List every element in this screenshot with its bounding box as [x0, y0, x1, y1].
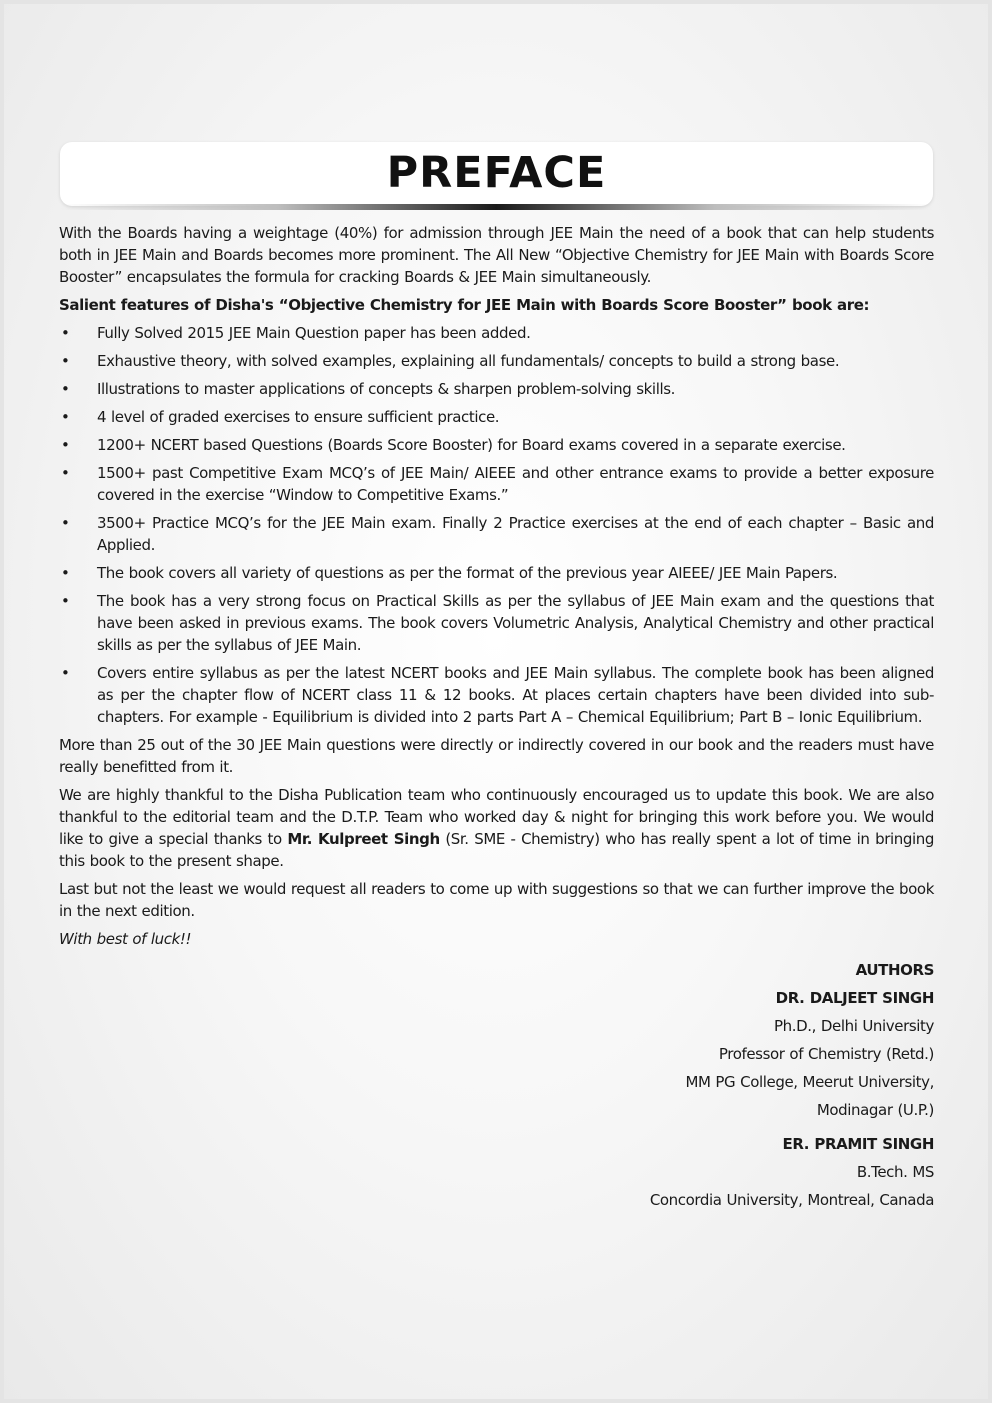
thanks-text-before: We are highly thankful to the Disha Publication team who continuously encouraged us to update this book. We are also thankful to the editorial team and the D.T.P. Team who worked day & night for bringing this work before you. We would like to give a special thanks to	[59, 786, 934, 848]
title-banner	[60, 142, 933, 206]
coverage-paragraph: More than 25 out of the 30 JEE Main questions were directly or indirectly covered in our book and the readers must have really benefitted from it.	[59, 736, 934, 776]
feature-item	[59, 322, 934, 344]
feature-item	[59, 406, 934, 428]
feature-text: 4 level of graded exercises to ensure sufficient practice.	[97, 408, 500, 426]
feature-text: Exhaustive theory, with solved examples, explaining all fundamentals/ concepts to build a strong base.	[97, 352, 840, 370]
author1-name: DR. DALJEET SINGH	[775, 989, 934, 1007]
author2-university: Concordia University, Montreal, Canada	[649, 1191, 934, 1209]
author1-college: MM PG College, Meerut University,	[685, 1073, 934, 1091]
feature-text: Covers entire syllabus as per the latest NCERT books and JEE Main syllabus. The complete book has been aligned as per the chapter flow of NCERT class 11 & 12 books. At places certain chapters have been divided into sub-chapters. For example - Equilibrium is divided into 2 parts Part A – Chemical Equilibrium; Part B – Ionic Equilibrium.	[97, 664, 934, 726]
thanks-name: Mr. Kulpreet Singh	[287, 830, 440, 848]
feature-item	[59, 350, 934, 372]
feature-item	[59, 662, 934, 728]
bullet-icon: •	[61, 514, 70, 532]
feature-text: Illustrations to master applications of concepts & sharpen problem-solving skills.	[97, 380, 676, 398]
feature-text: Fully Solved 2015 JEE Main Question paper has been added.	[97, 324, 531, 342]
title-divider	[60, 204, 933, 210]
author1-position: Professor of Chemistry (Retd.)	[718, 1045, 934, 1063]
closing-paragraph: Last but not the least we would request all readers to come up with suggestions so that we can further improve the book in the next edition.	[59, 880, 934, 920]
document-page	[4, 4, 988, 1399]
feature-text: 1500+ past Competitive Exam MCQ’s of JEE Main/ AIEEE and other entrance exams to provide a better exposure covered in the exercise “Window to Competitive Exams.”	[97, 464, 934, 504]
authors-block	[59, 956, 934, 1214]
feature-item	[59, 462, 934, 506]
thanks-text-after: (Sr. SME - Chemistry) who has really spent a lot of time in bringing this book to the present shape.	[59, 830, 934, 870]
authors-heading: AUTHORS	[855, 961, 934, 979]
features-list	[59, 322, 934, 728]
bullet-icon: •	[61, 564, 70, 582]
bullet-icon: •	[61, 380, 70, 398]
feature-text: 1200+ NCERT based Questions (Boards Score Booster) for Board exams covered in a separate exercise.	[97, 436, 846, 454]
author1-degree: Ph.D., Delhi University	[773, 1017, 934, 1035]
author2-degree: B.Tech. MS	[856, 1163, 934, 1181]
feature-item	[59, 562, 934, 584]
bullet-icon: •	[61, 436, 70, 454]
author1-place: Modinagar (U.P.)	[816, 1101, 934, 1119]
bullet-icon: •	[61, 464, 70, 482]
bullet-icon: •	[61, 352, 70, 370]
page-title: PREFACE	[386, 148, 607, 198]
feature-item	[59, 590, 934, 656]
intro-paragraph: With the Boards having a weightage (40%) for admission through JEE Main the need of a book that can help students both in JEE Main and Boards becomes more prominent. The All New “Objective Chemistry for JEE Main with Boards Score Booster” encapsulates the formula for cracking Boards & JEE Main simultaneously.	[59, 224, 934, 286]
feature-item	[59, 512, 934, 556]
feature-text: 3500+ Practice MCQ’s for the JEE Main exam. Finally 2 Practice exercises at the end of each chapter – Basic and Applied.	[97, 514, 934, 554]
bullet-icon: •	[61, 324, 70, 342]
best-wishes: With best of luck!!	[59, 930, 192, 948]
author2-name: ER. PRAMIT SINGH	[782, 1135, 934, 1153]
feature-item	[59, 434, 934, 456]
feature-text: The book covers all variety of questions as per the format of the previous year AIEEE/ JEE Main Papers.	[97, 564, 838, 582]
thanks-paragraph	[59, 784, 934, 872]
bullet-icon: •	[61, 408, 70, 426]
feature-text: The book has a very strong focus on Practical Skills as per the syllabus of JEE Main exam and the questions that have been asked in previous exams. The book covers Volumetric Analysis, Analytical Chemistry and other practical skills as per the syllabus of JEE Main.	[97, 592, 934, 654]
bullet-icon: •	[61, 592, 70, 610]
preface-body	[59, 222, 934, 1214]
bullet-icon: •	[61, 664, 70, 682]
features-heading: Salient features of Disha's “Objective Chemistry for JEE Main with Boards Score Booster” book are:	[59, 296, 870, 314]
feature-item	[59, 378, 934, 400]
